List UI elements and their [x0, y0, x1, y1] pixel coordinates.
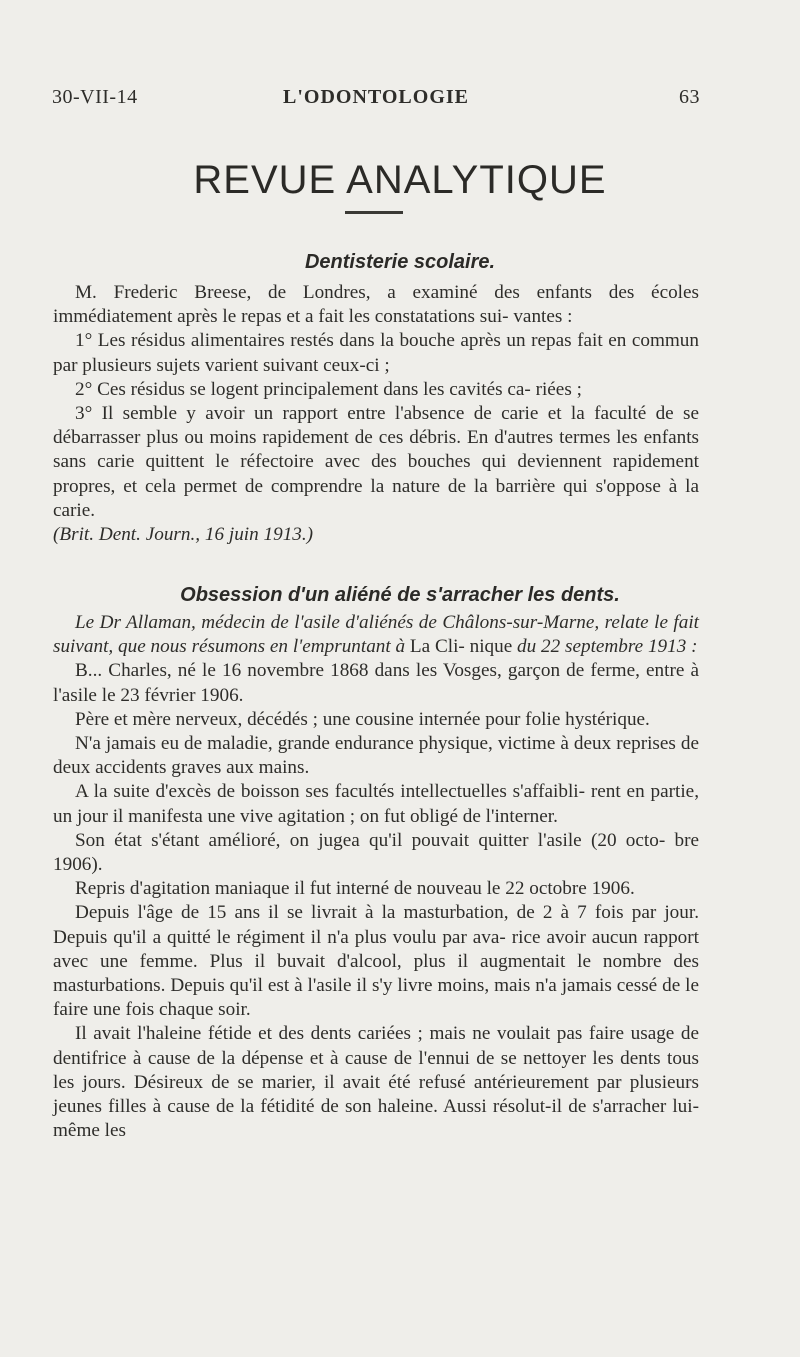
- paragraph: B... Charles, né le 16 novembre 1868 dans les Vosges, garçon de ferme, entre à l'asile le 23 février 1906.: [53, 660, 699, 706]
- paragraph: Son état s'étant amélioré, on jugea qu'il pouvait quitter l'asile (20 octo- bre 1906).: [53, 829, 699, 876]
- intro-journal-name: La Cli- nique: [409, 636, 513, 658]
- paragraph: N'a jamais eu de maladie, grande endurance physique, victime à deux reprises de deux accidents graves aux mains.: [53, 733, 699, 779]
- paragraph: Depuis l'âge de 15 ans il se livrait à la masturbation, de 2 à 7 fois par jour. Depuis qu'il a quitté le régiment il n'a plus voulu par ava- rice avoir aucun rapport avec une femme. Plus il buvait d'alcool, plus il augmentait le nombre des masturbations. Depuis qu'il est à l'asile il s'y livre moins, mais n'a jamais cessé de le faire une fois chaque soir.: [53, 902, 699, 1021]
- article-2-body: [53, 611, 699, 1143]
- paragraph: M. Frederic Breese, de Londres, a examiné des enfants des écoles immédiatement après le repas et a fait les constatations sui- vantes :: [53, 282, 699, 328]
- paragraph: A la suite d'excès de boisson ses facultés intellectuelles s'affaibli- rent en partie, un jour il manifesta une vive agitation ; on fut obligé de l'interner.: [53, 781, 699, 827]
- intro-paragraph: [53, 611, 699, 659]
- paragraph: Il avait l'haleine fétide et des dents cariées ; mais ne voulait pas faire usage de dentifrice à cause de la dépense et à cause de l'ennui de se nettoyer les dents tous les jours. Désireux de se marier, il avait été refusé antérieurement par plusieurs jeunes filles à cause de la fétidité de son haleine. Aussi résolut-il de s'arracher lui-même les: [53, 1023, 699, 1142]
- header-journal-title: L'ODONTOLOGIE: [282, 86, 469, 108]
- intro-part-2: du 22 septembre 1913 :: [517, 636, 698, 658]
- header-date: 30-VII-14: [52, 86, 138, 108]
- paragraph: Repris d'agitation maniaque il fut interné de nouveau le 22 octobre 1906.: [75, 878, 635, 900]
- header-page-number: 63: [679, 86, 700, 108]
- paragraph: Père et mère nerveux, décédés ; une cousine internée pour folie hystérique.: [75, 708, 650, 730]
- paragraph: 1° Les résidus alimentaires restés dans la bouche après un repas fait en commun par plusieurs sujets varient suivant ceux-ci ;: [53, 330, 699, 376]
- article-1-title: Dentisterie scolaire.: [304, 251, 496, 273]
- running-header: [52, 86, 700, 114]
- citation: (Brit. Dent. Journ., 16 juin 1913.): [53, 524, 314, 546]
- paragraph: 3° Il semble y avoir un rapport entre l'absence de carie et la faculté de se débarrasser plus ou moins rapidement de ces débris. En d'autres termes les enfants sans carie quittent le réfectoire avec des bouches qui deviennent rapidement propres, et cela permet de comprendre la nature de la barrière qui s'oppose à la carie.: [53, 403, 699, 521]
- intro-part-1: Le Dr Allaman, médecin de l'asile d'aliénés de Châlons-sur-Marne, relate le fait suivant, que nous résumons en l'empruntant à: [53, 612, 699, 658]
- title-divider: [345, 211, 403, 214]
- article-2-title: Obsession d'un aliéné de s'arracher les dents.: [180, 584, 620, 606]
- section-title: REVUE ANALYTIQUE: [193, 158, 607, 202]
- paragraph: 2° Ces résidus se logent principalement dans les cavités ca- riées ;: [75, 378, 582, 400]
- article-1-body: [53, 281, 699, 547]
